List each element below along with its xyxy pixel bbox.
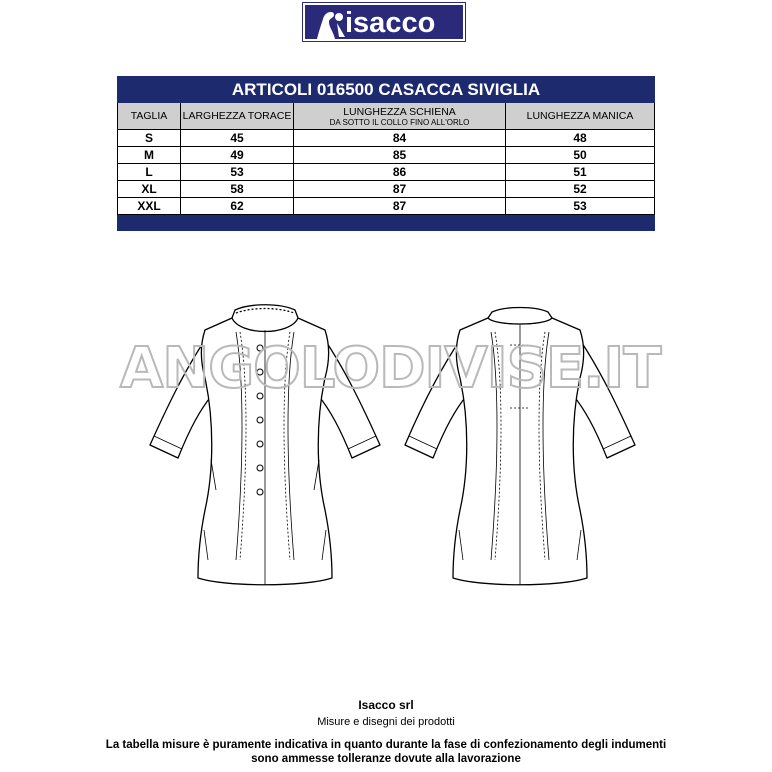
cell-sleeve: 48 — [506, 130, 655, 147]
cell-chest: 53 — [181, 164, 294, 181]
cell-size: L — [118, 164, 181, 181]
header-back-length-note: DA SOTTO IL COLLO FINO ALL'ORLO — [329, 117, 470, 127]
cell-back: 87 — [294, 181, 506, 198]
cell-sleeve: 53 — [506, 198, 655, 215]
cell-chest: 49 — [181, 147, 294, 164]
header-sleeve: LUNGHEZZA MANICA — [506, 103, 655, 130]
cell-back: 87 — [294, 198, 506, 215]
cell-size: XXL — [118, 198, 181, 215]
cell-chest: 45 — [181, 130, 294, 147]
cell-sleeve: 50 — [506, 147, 655, 164]
cell-back: 86 — [294, 164, 506, 181]
footer-subtitle: Misure e disegni dei prodotti — [317, 716, 455, 728]
table-title: ARTICOLI 016500 CASACCA SIVIGLIA — [118, 77, 655, 103]
cell-back: 84 — [294, 130, 506, 147]
watermark: ANGOLODIVISE.IT — [120, 336, 661, 401]
logo-text: isacco — [345, 7, 436, 39]
header-size: TAGLIA — [118, 103, 181, 130]
cell-size: XL — [118, 181, 181, 198]
cell-chest: 62 — [181, 198, 294, 215]
footer-note-line1: La tabella misure è puramente indicativa in quanto durante la fase di confezionamento degli indumenti — [105, 739, 667, 751]
header-chest: LARGHEZZA TORACE — [181, 103, 294, 130]
header-back-length-label: LUNGHEZZA SCHIENA — [343, 105, 456, 118]
cell-chest: 58 — [181, 181, 294, 198]
footer-company: Isacco srl — [358, 698, 414, 712]
cell-sleeve: 52 — [506, 181, 655, 198]
cell-size: M — [118, 147, 181, 164]
cell-size: S — [118, 130, 181, 147]
cell-sleeve: 51 — [506, 164, 655, 181]
footer-note-line2: sono ammesse tolleranze dovute alla lavorazione — [251, 753, 521, 765]
cell-back: 85 — [294, 147, 506, 164]
